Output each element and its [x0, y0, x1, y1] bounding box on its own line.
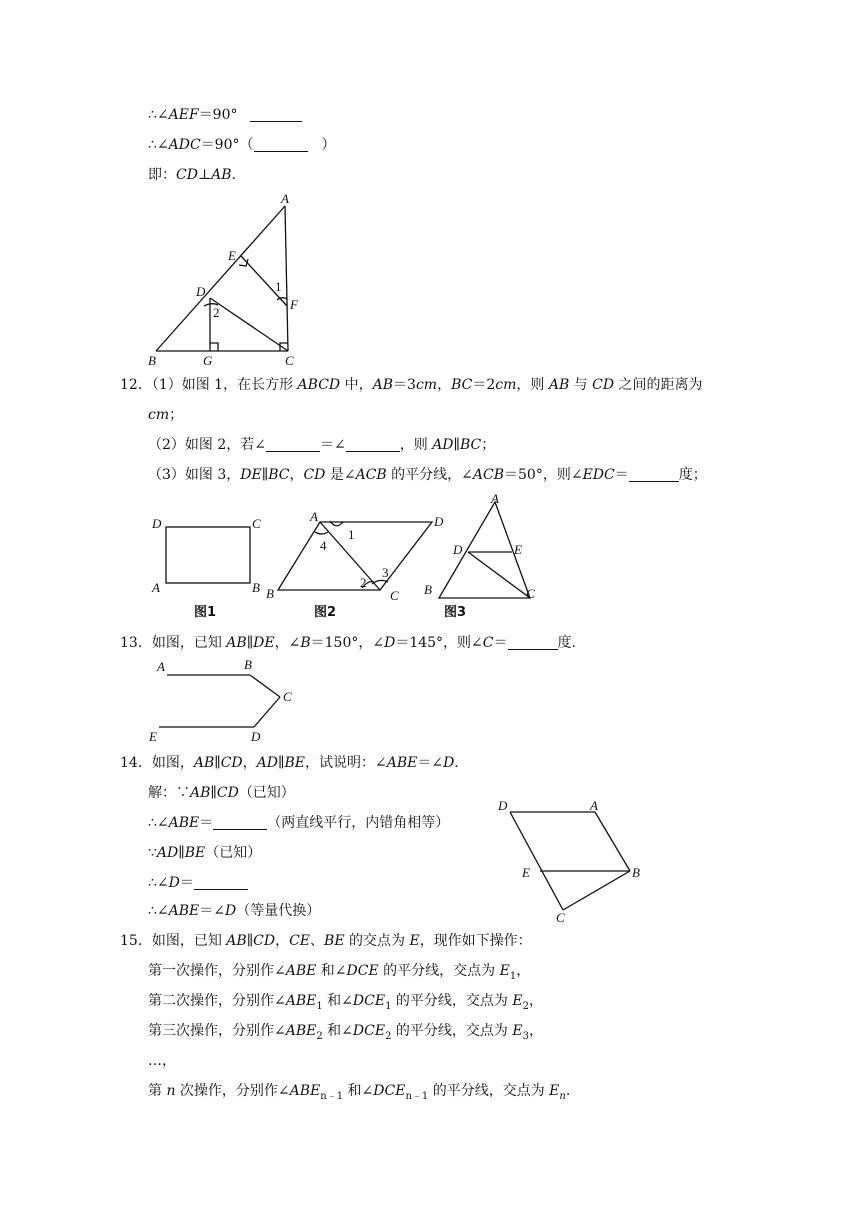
- point-label-c: C: [285, 353, 294, 368]
- fig2-angle-2: 2: [360, 575, 367, 590]
- answer-blank[interactable]: [250, 107, 302, 122]
- answer-blank[interactable]: [194, 875, 248, 890]
- q15-ellipsis: …，: [148, 1053, 176, 1069]
- answer-blank[interactable]: [266, 437, 320, 452]
- point-label-g: G: [203, 353, 213, 368]
- q14-figure: [490, 792, 650, 924]
- point-label-f: F: [290, 297, 298, 312]
- fig3-label-c: C: [526, 586, 535, 601]
- q13-question: 13．如图，已知 AB∥DE，∠B＝150°，∠D＝145°，则∠C＝ 度.: [120, 635, 576, 651]
- fig1-caption: 图1: [194, 605, 217, 620]
- fig1-label-a: A: [152, 580, 160, 595]
- q11-line-aef: ∴∠AEF＝90°: [148, 106, 302, 124]
- point-label-d: D: [196, 284, 206, 299]
- point-label-e: E: [228, 248, 236, 263]
- q12-part1: 12．（1）如图 1，在长方形 ABCD 中，AB＝3cm，BC＝2cm，则 AB 与 CD 之间的距离为: [120, 377, 703, 393]
- q15-op-n: 第 n 次操作，分别作$\angle ABE_{n﹣1}$ 和$\angle DCE_{n﹣1}$ 的平分线，交点为 $E_n$.: [148, 1083, 571, 1102]
- fig2-label-b: B: [266, 586, 274, 601]
- fig1-label-c: C: [252, 516, 261, 531]
- fig3-caption: 图3: [444, 605, 467, 620]
- point-label-e: E: [522, 865, 530, 880]
- point-label-d: D: [498, 798, 508, 813]
- fig3-label-d: D: [453, 542, 463, 557]
- q12-part1-unit: cm；: [148, 407, 184, 423]
- point-label-a: A: [157, 659, 165, 674]
- fig2-label-c: C: [390, 588, 399, 603]
- answer-blank[interactable]: [346, 437, 400, 452]
- q11-line-conclusion: 即：CD⊥AB.: [148, 167, 236, 183]
- fig2-label-a: A: [310, 509, 318, 524]
- point-label-a: A: [281, 191, 289, 206]
- q14-step3: ∵AD∥BE（已知）: [148, 845, 262, 861]
- point-label-c: C: [556, 910, 565, 924]
- point-label-b: B: [632, 865, 640, 880]
- angle-label-2: 2: [213, 305, 220, 320]
- fig1-label-b: B: [252, 580, 260, 595]
- answer-blank[interactable]: [508, 635, 558, 650]
- fig3-label-e: E: [514, 542, 522, 557]
- fig1-label-d: D: [152, 516, 162, 531]
- fig2-parallelogram: [278, 522, 432, 590]
- q14-step5: ∴∠ABE＝∠D（等量代换）: [148, 903, 321, 919]
- fig2-caption: 图2: [314, 605, 337, 620]
- point-label-d: D: [251, 729, 261, 744]
- q15-op2: 第二次操作，分别作$\angle ABE_1$ 和$\angle DCE_1$ 的平分线，交点为 $E_2$，: [148, 993, 543, 1012]
- fig2-angle-3: 3: [382, 565, 389, 580]
- point-label-e: E: [149, 729, 157, 744]
- q12-part3: （3）如图 3，DE∥BC，CD 是∠ACB 的平分线，∠ACB＝50°，则∠EDC＝ 度；: [148, 467, 707, 483]
- fig2-angle-4: 4: [320, 538, 327, 553]
- q14-step2: ∴∠ABE＝ （两直线平行，内错角相等）: [148, 815, 450, 831]
- q14-step1: 解：∵AB∥CD（已知）: [148, 785, 295, 801]
- q13-figure: [145, 655, 305, 747]
- fig2-angle-1: 1: [348, 527, 355, 542]
- point-label-a: A: [590, 798, 598, 813]
- q12-figures: [148, 494, 548, 624]
- fig1-rectangle: [166, 527, 250, 583]
- angle-label-1: 1: [275, 279, 282, 294]
- point-label-b: B: [244, 657, 252, 672]
- q15-op1: 第一次操作，分别作∠ABE 和∠DCE 的平分线，交点为 $E_1$，: [148, 963, 531, 982]
- point-label-b: B: [148, 353, 156, 368]
- q11-line-adc: ∴∠ADC＝90°（ ）: [148, 137, 336, 153]
- point-label-c: C: [283, 689, 292, 704]
- q14-question: 14．如图，AB∥CD，AD∥BE，试说明：∠ABE＝∠D.: [120, 755, 459, 771]
- answer-blank[interactable]: [254, 137, 308, 152]
- q15-question: 15．如图，已知 AB∥CD，CE、BE 的交点为 E，现作如下操作：: [120, 933, 532, 949]
- answer-blank[interactable]: [213, 815, 267, 830]
- answer-blank[interactable]: [629, 467, 679, 482]
- fig2-label-d: D: [434, 514, 444, 529]
- fig3-label-a: A: [491, 494, 499, 506]
- q15-op3: 第三次操作，分别作$\angle ABE_2$ 和$\angle DCE_2$ 的平分线，交点为 $E_3$，: [148, 1023, 543, 1042]
- q12-part2: （2）如图 2，若∠ ＝∠ ，则 AD∥BC；: [148, 437, 496, 453]
- q14-step4: ∴∠D＝: [148, 874, 248, 892]
- q11-triangle-figure: [140, 188, 320, 370]
- fig3-label-b: B: [424, 582, 432, 597]
